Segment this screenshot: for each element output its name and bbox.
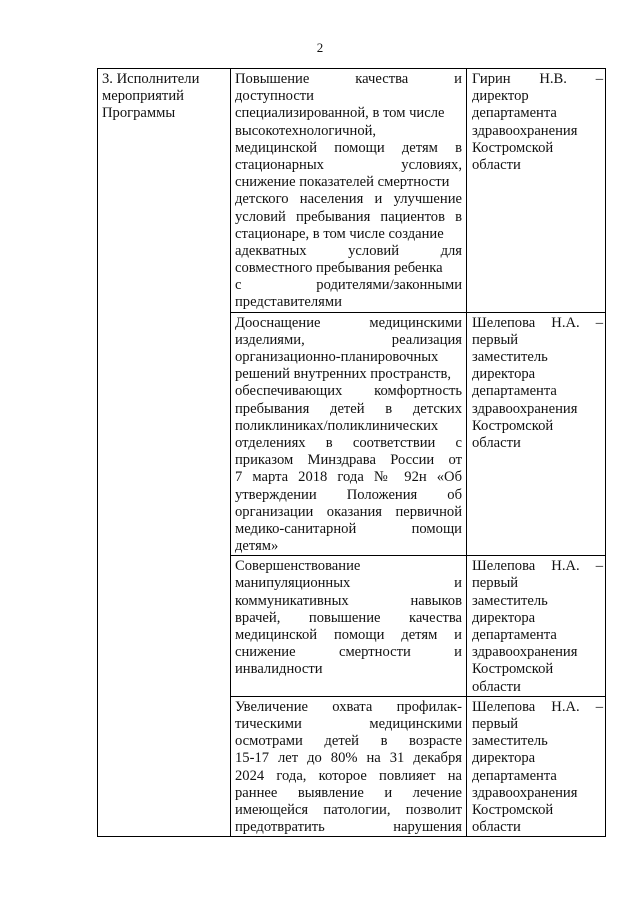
responsible-text-line: директора [472,750,536,767]
activity-text-line: 2024 года, которое повлияет на [235,767,462,784]
activity-text-line: условий пребывания пациентов в [235,208,462,225]
responsible-text-line: здравоохранения [472,644,578,661]
responsible-text-line: Гирин Н.В. – [472,71,603,87]
activity-text-line: Совершенствование [235,558,361,575]
activity-text-line: стационарных условиях, [235,156,462,173]
section-cell [98,69,231,837]
table-body [98,69,606,837]
activity-text-line: пребывания детей в детских [235,400,462,417]
activity-text-line: тическими медицинскими [235,715,462,732]
responsible-text-line: Костромской [472,139,554,156]
responsible-text-line: области [472,156,521,173]
program-table [97,68,606,837]
responsible-text-line: заместитель [472,592,548,609]
activity-text-line: медицинской помощи детям и [235,627,462,643]
activity-text-line: медицинской помощи детям в [235,139,462,156]
activity-text-line: предотвратить нарушения [235,819,462,836]
responsible-text-line: первый [472,575,519,592]
responsible-text-line: Шелепова Н.А. – [472,314,603,331]
responsible-text-line: первый [472,331,519,348]
activity-text-line: раннее выявление и лечение [235,784,462,801]
activity-text-line: высокотехнологичной, [235,122,377,139]
activity-text-line: утверждении Положения об [235,486,462,503]
activity-cell [231,312,467,556]
responsible-text-line: заместитель [472,733,548,750]
section-label: 3. Исполнители мероприятий Программы [102,71,200,122]
responsible-cell [467,69,606,313]
responsible-text-line: Костромской [472,417,554,434]
activity-text-line: 15-17 лет до 80% на 31 декабря [235,750,462,767]
activity-text-line: 7 марта 2018 года № 92н «Об [235,469,462,486]
responsible-text-line: Шелепова Н.А. – [472,698,603,715]
table-row [98,69,606,313]
responsible-text-line: департамента [472,767,557,784]
responsible-text-line: здравоохранения [472,400,578,417]
activity-text-line: специализированной, в том числе [235,105,445,122]
responsible-text-line: Костромской [472,661,554,678]
responsible-text-line: здравоохранения [472,122,578,139]
responsible-text-line: первый [472,715,519,732]
activity-text-line: снижение показателей смертности [235,174,450,191]
activity-text-line: Дооснащение медицинскими [235,314,462,331]
responsible-text-line: Шелепова Н.А. – [472,558,603,575]
responsible-text-line: департамента [472,105,557,122]
responsible-text-line: заместитель [472,349,548,365]
activity-text-line: снижение смертности и [235,644,462,661]
responsible-cell [467,696,606,837]
activity-text-line: манипуляционных и [235,575,462,592]
responsible-text-line: области [472,434,521,451]
activity-text-line: приказом Минздрава России от [235,452,462,469]
responsible-text-line: области [472,819,521,836]
activity-text-line: организации оказания первичной [235,503,462,520]
activity-text-line: медико-санитарной помощи [235,520,462,537]
activity-text-line: представителями [235,294,342,311]
responsible-text-line: департамента [472,627,557,643]
activity-text-line: доступности [235,88,314,105]
activity-cell [231,696,467,837]
responsible-text-line: директора [472,366,536,383]
responsible-cell [467,312,606,556]
activity-cell [231,69,467,313]
responsible-text-line: области [472,678,521,695]
activity-text-line: Увеличение охвата профилак- [235,698,462,715]
page-number: 2 [316,40,324,55]
activity-text-line: совместного пребывания ребенка [235,260,443,277]
activity-text-line: детям» [235,538,279,555]
activity-text-line: изделиями, реализация [235,331,462,348]
activity-text-line: решений внутренних пространств, [235,366,452,383]
activity-text-line: детского населения и улучшение [235,191,462,208]
activity-text-line: организационно-планировочных [235,349,439,365]
responsible-text-line: директора [472,609,536,626]
activity-text-line: имеющейся патологии, позволит [235,801,462,818]
activity-text-line: стационаре, в том числе создание [235,225,444,242]
responsible-text-line: департамента [472,383,557,400]
activity-text-line: осмотрами детей в возрасте [235,733,462,750]
activity-text-line: отделениях в соответствии с [235,434,462,451]
activity-text-line: обеспечивающих комфортность [235,383,462,400]
activity-text-line: коммуникативных навыков [235,592,462,609]
activity-cell [231,556,467,697]
activity-text-line: инвалидности [235,661,323,678]
activity-text-line: адекватных условий для [235,242,462,259]
responsible-text-line: здравоохранения [472,784,578,801]
responsible-cell [467,556,606,697]
responsible-text-line: директор [472,88,529,105]
activity-text-line: врачей, повышение качества [235,609,462,626]
responsible-text-line: Костромской [472,801,554,818]
activity-text-line: с родителями/законными [235,277,462,294]
activity-text-line: поликлиниках/поликлинических [235,417,439,434]
activity-text-line: Повышение качества и [235,71,462,87]
